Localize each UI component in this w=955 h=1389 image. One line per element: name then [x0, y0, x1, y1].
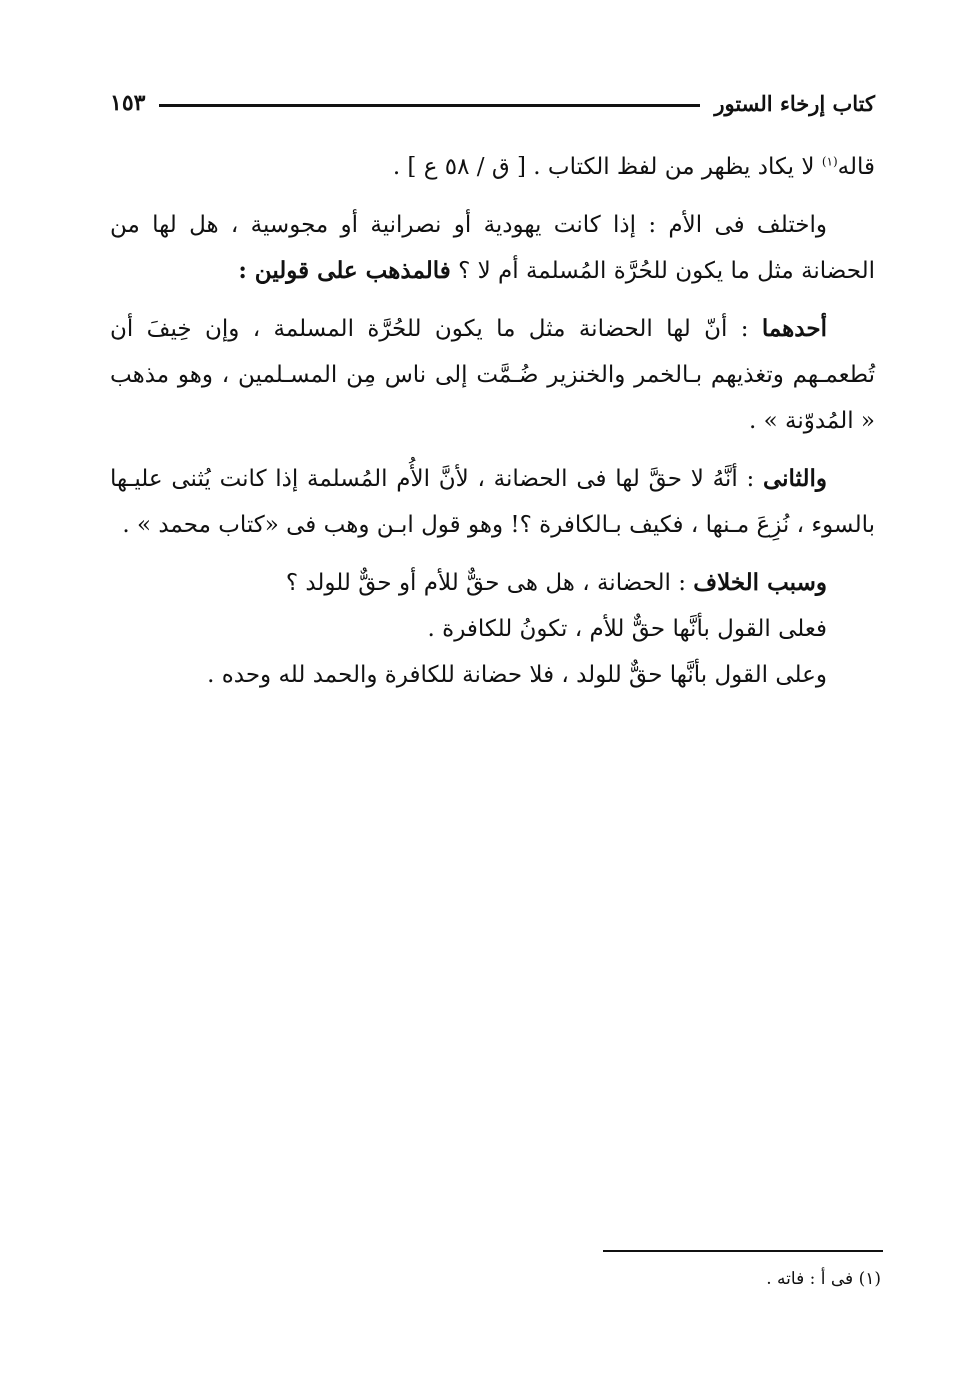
paragraph-1: [110, 144, 875, 190]
page-header: [110, 86, 875, 120]
paragraph-4-lead: والثانى: [762, 465, 827, 492]
paragraph-7: [110, 652, 875, 698]
paragraph-6: [110, 606, 875, 652]
paragraph-4-text: : أنَّهُ لا حقَّ لها فى الحضانة ، لأنَّ الأُم المُسلمة إذا كانت يُثنى عليـها بالسوء ، نُزِعَ مـنها ، فكيف بـالكافرة ؟! وهو قول ابـن وهب فى «كتاب محمد » .: [110, 466, 875, 538]
running-title: كتاب إرخاء الستور: [714, 90, 875, 116]
paragraph-3-lead: أحدهما: [761, 315, 827, 342]
footnote-1: (١) فى أ : فاته .: [766, 1269, 881, 1289]
paragraph-3: [110, 306, 875, 444]
footnote-marker: (١): [821, 154, 838, 169]
paragraph-2-text: واختلف فى الأم : إذا كانت يهودية أو نصرانية أو مجوسية ، هل لها من الحضانة مثل ما يكون للحُرَّة المُسلمة أم لا ؟: [110, 212, 875, 284]
paragraph-2: [110, 202, 875, 294]
header-rule: [159, 104, 700, 107]
paragraph-2-bold-conclusion: فالمذهب على قولين :: [238, 257, 451, 284]
main-text: [110, 144, 875, 710]
paragraph-1-rest: لا يكاد يظهر من لفظ الكتاب . [ ق / ٥٨ ع ] .: [392, 154, 822, 180]
paragraph-5: [110, 560, 875, 606]
paragraph-5-text: : الحضانة ، هل هى حقٌّ للأم أو حقٌّ للولد ؟: [285, 570, 694, 596]
paragraph-4: [110, 456, 875, 548]
footnote-separator: [603, 1250, 883, 1252]
paragraph-6-text: فعلى القول بأنَّها حقٌّ للأم ، تكونُ للكافرة .: [427, 616, 827, 642]
page-number: ١٥٣: [110, 90, 146, 116]
paragraph-1-start: قاله: [837, 154, 875, 180]
paragraph-3-text: : أنّ لها الحضانة مثل ما يكون للحُرَّة المسلمة ، وإن خِيفَ أن تُطعمـهم وتغذيهم بـالخمر والخنزير ضُـمَّت إلى ناس مِن المسـلمين ، وهو مذهب « المُدوّنة » .: [110, 316, 875, 434]
paragraph-7-text: وعلى القول بأنَّها حقٌّ للولد ، فلا حضانة للكافرة والحمد لله وحده .: [207, 662, 827, 688]
paragraph-5-lead: وسبب الخلاف: [693, 569, 827, 596]
